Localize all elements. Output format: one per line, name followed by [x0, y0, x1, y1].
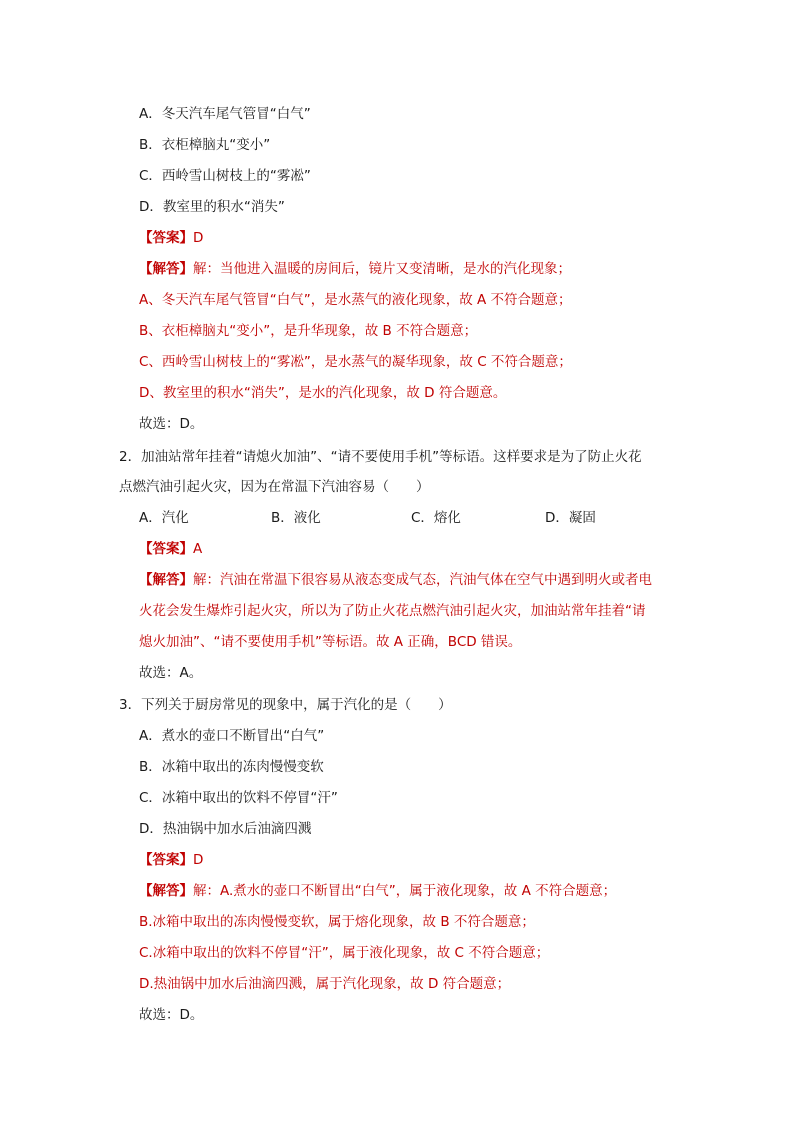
q3-answer [139, 850, 203, 870]
q1-answer [139, 228, 203, 248]
q1-analysis-line-4: C、西岭雪山树枝上的“雾凇”，是水蒸气的凝华现象，故 C 不符合题意； [139, 354, 572, 370]
q3-option-d: D．热油锅中加水后油滴四溅 [139, 821, 312, 837]
q2-option-d: D．凝固 [545, 510, 596, 526]
answer-label: 【答案】 [139, 852, 193, 868]
q3-option-c: C．冰箱中取出的饮料不停冒“汗” [139, 790, 338, 806]
q2-option-b: B．液化 [271, 510, 321, 526]
q2-option-c: C．熔化 [411, 510, 461, 526]
q1-option-d: D．教室里的积水“消失” [139, 199, 285, 215]
q1-analysis-line-2: A、冬天汽车尾气管冒“白气”，是水蒸气的液化现象，故 A 不符合题意； [139, 292, 572, 308]
q3-analysis-line-3: C.冰箱中取出的饮料不停冒“汗”，属于液化现象，故 C 不符合题意； [139, 945, 550, 961]
q1-analysis-line-3: B、衣柜樟脑丸“变小”，是升华现象，故 B 不符合题意； [139, 323, 478, 339]
q2-analysis-line-3: 熄火加油”、“请不要使用手机”等标语。故 A 正确，BCD 错误。 [139, 634, 522, 650]
analysis-text: 解：汽油在常温下很容易从液态变成气态，汽油气体在空气中遇到明火或者电 [193, 572, 652, 588]
q2-stem-line-2: 点燃汽油引起火灾，因为在常温下汽油容易（ ） [119, 479, 430, 495]
q3-option-b: B．冰箱中取出的冻肉慢慢变软 [139, 759, 324, 775]
answer-value: D [193, 230, 204, 246]
q2-options-row [0, 508, 794, 528]
q3-analysis-line-1 [139, 881, 616, 901]
q3-analysis-line-4: D.热油锅中加水后油滴四溅，属于汽化现象，故 D 符合题意； [139, 976, 511, 992]
analysis-label: 【解答】 [139, 261, 193, 277]
q2-analysis-line-2: 火花会发生爆炸引起火灾，所以为了防止火花点燃汽油引起火灾，加油站常年挂着“请 [139, 603, 646, 619]
answer-label: 【答案】 [139, 541, 193, 557]
q1-analysis-line-1 [139, 259, 571, 279]
q3-option-a: A．煮水的壶口不断冒出“白气” [139, 728, 325, 744]
q1-conclusion: 故选：D。 [139, 416, 204, 432]
analysis-label: 【解答】 [139, 572, 193, 588]
q2-conclusion: 故选：A。 [139, 665, 203, 681]
q3-analysis-line-2: B.冰箱中取出的冻肉慢慢变软，属于熔化现象，故 B 不符合题意； [139, 914, 535, 930]
analysis-text: 解：A.煮水的壶口不断冒出“白气”，属于液化现象，故 A 不符合题意； [193, 883, 617, 899]
q1-option-a: A．冬天汽车尾气管冒“白气” [139, 106, 311, 122]
answer-label: 【答案】 [139, 230, 193, 246]
analysis-text: 解：当他进入温暖的房间后，镜片又变清晰，是水的汽化现象； [193, 261, 571, 277]
q2-analysis-line-1 [139, 570, 652, 590]
q2-answer [139, 539, 202, 559]
q2-option-a: A．汽化 [139, 510, 189, 526]
answer-value: D [193, 852, 204, 868]
q1-option-b: B．衣柜樟脑丸“变小” [139, 137, 271, 153]
q3-conclusion: 故选：D。 [139, 1007, 204, 1023]
q1-option-c: C．西岭雪山树枝上的“雾凇” [139, 168, 311, 184]
q3-stem: 3．下列关于厨房常见的现象中，属于汽化的是（ ） [119, 697, 452, 713]
q1-analysis-line-5: D、教室里的积水“消失”，是水的汽化现象，故 D 符合题意。 [139, 385, 507, 401]
q2-stem-line-1: 2．加油站常年挂着“请熄火加油”、“请不要使用手机”等标语。这样要求是为了防止火花 [119, 449, 642, 465]
analysis-label: 【解答】 [139, 883, 193, 899]
answer-value: A [193, 541, 203, 557]
